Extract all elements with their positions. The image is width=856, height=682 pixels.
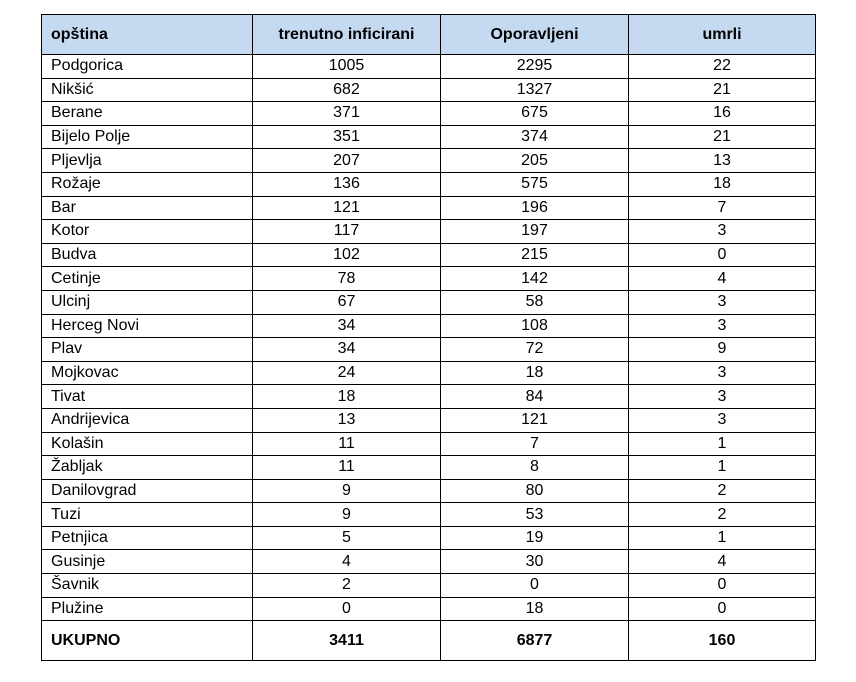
cell-municipality: Plužine (42, 597, 253, 621)
header-infected: trenutno inficirani (253, 15, 441, 55)
cell-municipality: Berane (42, 102, 253, 126)
cell-municipality: Cetinje (42, 267, 253, 291)
cell-infected: 34 (253, 338, 441, 362)
cell-recovered: 53 (441, 503, 629, 527)
cell-deceased: 3 (629, 385, 816, 409)
covid-municipality-table (41, 14, 816, 661)
cell-infected: 24 (253, 361, 441, 385)
cell-infected: 34 (253, 314, 441, 338)
cell-deceased: 0 (629, 574, 816, 598)
cell-deceased: 18 (629, 172, 816, 196)
table-row (42, 574, 816, 598)
cell-recovered: 196 (441, 196, 629, 220)
cell-recovered: 84 (441, 385, 629, 409)
cell-recovered: 575 (441, 172, 629, 196)
cell-recovered: 142 (441, 267, 629, 291)
table-row (42, 172, 816, 196)
total-label: UKUPNO (42, 621, 253, 661)
cell-infected: 9 (253, 503, 441, 527)
cell-deceased: 3 (629, 290, 816, 314)
table-row (42, 479, 816, 503)
cell-recovered: 2295 (441, 55, 629, 79)
cell-infected: 11 (253, 456, 441, 480)
cell-recovered: 58 (441, 290, 629, 314)
cell-deceased: 21 (629, 125, 816, 149)
total-recovered: 6877 (441, 621, 629, 661)
cell-infected: 1005 (253, 55, 441, 79)
cell-deceased: 1 (629, 526, 816, 550)
header-deceased: umrli (629, 15, 816, 55)
cell-municipality: Mojkovac (42, 361, 253, 385)
cell-municipality: Šavnik (42, 574, 253, 598)
table-row (42, 267, 816, 291)
cell-deceased: 3 (629, 220, 816, 244)
cell-recovered: 205 (441, 149, 629, 173)
cell-deceased: 9 (629, 338, 816, 362)
table-row (42, 338, 816, 362)
table-row (42, 385, 816, 409)
cell-recovered: 18 (441, 597, 629, 621)
cell-infected: 13 (253, 408, 441, 432)
table-row (42, 78, 816, 102)
cell-infected: 102 (253, 243, 441, 267)
header-municipality: opština (42, 15, 253, 55)
cell-deceased: 4 (629, 550, 816, 574)
cell-municipality: Bijelo Polje (42, 125, 253, 149)
cell-deceased: 4 (629, 267, 816, 291)
cell-municipality: Tuzi (42, 503, 253, 527)
cell-recovered: 374 (441, 125, 629, 149)
cell-deceased: 0 (629, 597, 816, 621)
cell-municipality: Bar (42, 196, 253, 220)
cell-municipality: Petnjica (42, 526, 253, 550)
cell-deceased: 3 (629, 361, 816, 385)
cell-infected: 121 (253, 196, 441, 220)
cell-recovered: 19 (441, 526, 629, 550)
cell-deceased: 0 (629, 243, 816, 267)
cell-infected: 136 (253, 172, 441, 196)
cell-infected: 371 (253, 102, 441, 126)
cell-infected: 4 (253, 550, 441, 574)
cell-deceased: 1 (629, 456, 816, 480)
cell-municipality: Pljevlja (42, 149, 253, 173)
cell-recovered: 18 (441, 361, 629, 385)
cell-municipality: Žabljak (42, 456, 253, 480)
table-row (42, 361, 816, 385)
cell-municipality: Budva (42, 243, 253, 267)
cell-municipality: Herceg Novi (42, 314, 253, 338)
cell-deceased: 16 (629, 102, 816, 126)
cell-municipality: Kotor (42, 220, 253, 244)
cell-recovered: 7 (441, 432, 629, 456)
table-row (42, 597, 816, 621)
table-row (42, 290, 816, 314)
cell-municipality: Podgorica (42, 55, 253, 79)
cell-recovered: 8 (441, 456, 629, 480)
cell-recovered: 675 (441, 102, 629, 126)
cell-infected: 117 (253, 220, 441, 244)
table-total-row (42, 621, 816, 661)
table-row (42, 432, 816, 456)
cell-infected: 67 (253, 290, 441, 314)
cell-infected: 78 (253, 267, 441, 291)
cell-municipality: Tivat (42, 385, 253, 409)
total-infected: 3411 (253, 621, 441, 661)
cell-deceased: 1 (629, 432, 816, 456)
table-row (42, 550, 816, 574)
table-row (42, 526, 816, 550)
table-row (42, 408, 816, 432)
cell-recovered: 215 (441, 243, 629, 267)
table-row (42, 314, 816, 338)
cell-infected: 2 (253, 574, 441, 598)
table-row (42, 149, 816, 173)
table-row (42, 503, 816, 527)
cell-municipality: Rožaje (42, 172, 253, 196)
table-row (42, 55, 816, 79)
cell-infected: 5 (253, 526, 441, 550)
cell-deceased: 7 (629, 196, 816, 220)
cell-deceased: 13 (629, 149, 816, 173)
cell-infected: 0 (253, 597, 441, 621)
cell-recovered: 80 (441, 479, 629, 503)
cell-municipality: Danilovgrad (42, 479, 253, 503)
cell-recovered: 197 (441, 220, 629, 244)
cell-infected: 351 (253, 125, 441, 149)
cell-deceased: 3 (629, 408, 816, 432)
cell-recovered: 1327 (441, 78, 629, 102)
cell-municipality: Gusinje (42, 550, 253, 574)
cell-municipality: Nikšić (42, 78, 253, 102)
cell-deceased: 3 (629, 314, 816, 338)
table-row (42, 220, 816, 244)
statistics-table-container (41, 14, 815, 661)
cell-infected: 682 (253, 78, 441, 102)
cell-municipality: Ulcinj (42, 290, 253, 314)
cell-deceased: 2 (629, 503, 816, 527)
cell-municipality: Plav (42, 338, 253, 362)
cell-recovered: 121 (441, 408, 629, 432)
cell-infected: 9 (253, 479, 441, 503)
cell-recovered: 30 (441, 550, 629, 574)
total-deceased: 160 (629, 621, 816, 661)
cell-recovered: 108 (441, 314, 629, 338)
cell-deceased: 2 (629, 479, 816, 503)
table-header-row (42, 15, 816, 55)
table-row (42, 456, 816, 480)
cell-municipality: Andrijevica (42, 408, 253, 432)
cell-infected: 18 (253, 385, 441, 409)
cell-recovered: 72 (441, 338, 629, 362)
cell-infected: 207 (253, 149, 441, 173)
table-row (42, 102, 816, 126)
cell-municipality: Kolašin (42, 432, 253, 456)
table-row (42, 196, 816, 220)
table-row (42, 125, 816, 149)
cell-deceased: 21 (629, 78, 816, 102)
header-recovered: Oporavljeni (441, 15, 629, 55)
cell-recovered: 0 (441, 574, 629, 598)
cell-deceased: 22 (629, 55, 816, 79)
table-body (42, 55, 816, 621)
cell-infected: 11 (253, 432, 441, 456)
table-row (42, 243, 816, 267)
